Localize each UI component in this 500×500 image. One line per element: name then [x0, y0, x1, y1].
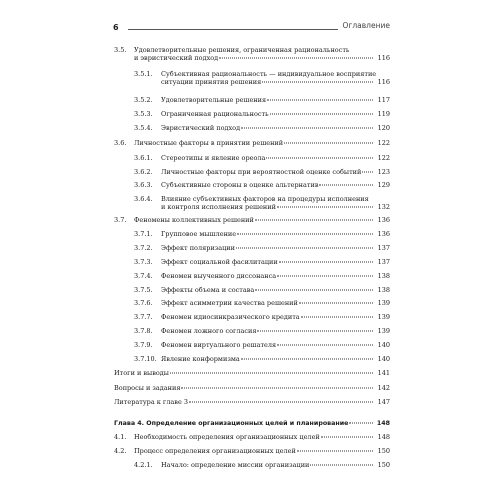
dot-leader	[241, 359, 373, 360]
toc-entry	[114, 140, 390, 148]
dot-leader	[255, 290, 373, 291]
toc-entry-page: 150	[377, 461, 390, 469]
toc-entry	[114, 111, 390, 119]
toc-entry-number: 3.5.3.	[134, 110, 153, 118]
toc-entry-page: 117	[377, 96, 390, 104]
toc-entry-page: 139	[377, 327, 390, 335]
toc-entry-number: 3.5.	[114, 46, 127, 54]
toc-entry-number: 3.7.2.	[134, 244, 153, 252]
toc-entry	[114, 420, 390, 428]
dot-leader	[299, 303, 373, 304]
toc-entry-page: 140	[377, 355, 390, 363]
toc-entry-title: Удовлетворительные решения	[161, 96, 267, 104]
dot-leader	[219, 57, 373, 58]
header-rule	[128, 29, 338, 30]
toc-entry	[114, 370, 390, 378]
toc-entry-number: 3.7.9.	[134, 341, 153, 349]
toc-entry-page: 119	[377, 110, 390, 118]
dot-leader	[310, 465, 373, 466]
toc-entry-title: Феномен ложного согласия	[161, 327, 257, 335]
toc-entry-title: Субъективные стороны в оценке альтернатив	[161, 181, 319, 189]
toc-entry	[114, 245, 390, 253]
dot-leader	[321, 437, 373, 438]
toc-entry	[114, 328, 390, 336]
toc-entry-page: 148	[376, 420, 390, 427]
dot-leader	[241, 128, 373, 129]
toc-entry-page: 147	[377, 398, 390, 406]
toc-entry-number: 3.5.2.	[134, 96, 153, 104]
toc-entry	[114, 231, 390, 239]
dot-leader	[277, 206, 373, 207]
toc-entry-title: Феномен идиосинкразического кредита	[161, 313, 300, 321]
toc-entry-page: 141	[377, 369, 390, 377]
toc-entry-number: 3.5.4.	[134, 124, 153, 132]
toc-entry	[114, 125, 390, 133]
toc-entry-page: 123	[377, 168, 390, 176]
dot-leader	[266, 158, 373, 159]
toc-entry-title: Итоги и выводы	[114, 369, 169, 377]
dot-leader	[284, 143, 373, 144]
toc-entry-number: 3.7.10.	[134, 355, 157, 363]
dot-leader	[319, 185, 373, 186]
toc-entry-title: Необходимость определения организационных целей	[134, 433, 320, 441]
toc-entry-title: Личностные факторы при вероятностной оценке событий	[161, 168, 362, 176]
dot-leader	[277, 345, 373, 346]
toc-entry-page: 136	[377, 230, 390, 238]
toc-entry-number: 3.6.3.	[134, 181, 153, 189]
toc-entry-number: 3.6.1.	[134, 154, 153, 162]
toc-entry-title: Эффекты объема и состава	[161, 286, 255, 294]
dot-leader	[257, 331, 373, 332]
toc-entry	[114, 287, 390, 295]
toc-entry	[114, 71, 390, 86]
toc-entry-page: 142	[377, 384, 390, 392]
toc-entry	[114, 47, 390, 62]
toc-entry-page: 137	[377, 244, 390, 252]
toc-entry-title: Феномены коллективных решений	[134, 216, 254, 224]
toc-entry-page: 122	[377, 154, 390, 162]
toc-entry-title: Феномен выученного диссонанса	[161, 272, 277, 280]
toc-entry	[114, 217, 390, 225]
toc-entry-title: Влияние субъективных факторов на процедуры исполнения	[161, 195, 369, 203]
toc-entry-title: Начало: определение миссии организации	[161, 461, 310, 469]
dot-leader	[270, 114, 373, 115]
toc-entry-number: 3.6.4.	[134, 195, 153, 203]
toc-entry-number: 3.7.8.	[134, 327, 153, 335]
dot-leader	[279, 262, 373, 263]
toc-entry-title: Глава 4. Определение организационных целей и планирование	[114, 420, 349, 427]
toc-entry-number: 4.1.	[114, 433, 127, 441]
toc-entry-title: ситуации принятия решения	[161, 77, 262, 86]
toc-entry	[114, 342, 390, 350]
toc-entry-number: 3.7.5.	[134, 286, 153, 294]
toc-entry	[114, 462, 390, 470]
toc-entry	[114, 399, 390, 407]
toc-entry-number: 3.7.1.	[134, 230, 153, 238]
toc-entry-page: 129	[377, 181, 390, 189]
toc-entry-title: Явление конформизма	[161, 355, 240, 363]
toc-entry-title: Вопросы и задания	[114, 384, 181, 392]
toc-entry-title: Субъективная рациональность — индивидуальное восприятие	[161, 70, 377, 78]
toc-entry-number: 4.2.1.	[134, 461, 153, 469]
toc-entry	[114, 273, 390, 281]
toc-entry-number: 3.7.6.	[134, 299, 153, 307]
toc-entry-title: Эффект социальной фасилитации	[161, 258, 278, 266]
toc-entry	[114, 182, 390, 190]
toc-entry	[114, 356, 390, 364]
toc-entry	[114, 434, 390, 442]
toc-entry-page: 150	[377, 447, 390, 455]
toc-entry-title: и контроля исполнения решений	[161, 202, 276, 211]
dot-leader	[297, 451, 373, 452]
toc-entry-title: Эвристический подход	[161, 124, 241, 132]
toc-entry-page: 120	[377, 124, 390, 132]
toc-entry-title: Личностные факторы в принятии решений	[134, 139, 284, 147]
toc-entry	[114, 259, 390, 267]
toc-entry	[114, 314, 390, 322]
toc-entry-title: Процесс определения организационных целей	[134, 447, 296, 455]
toc-entry	[114, 169, 390, 177]
toc-entry	[114, 300, 390, 308]
toc-entry-page: 140	[377, 341, 390, 349]
toc-entry	[114, 155, 390, 163]
toc-entry-page: 138	[377, 272, 390, 280]
dot-leader	[237, 234, 373, 235]
toc-entry-title: и эвристический подход	[134, 53, 219, 62]
dot-leader	[236, 248, 373, 249]
toc-entry-page: 137	[377, 258, 390, 266]
toc-entry-page: 139	[377, 313, 390, 321]
toc-entry-page: 148	[377, 433, 390, 441]
toc-entry-page: 139	[377, 299, 390, 307]
toc-entry	[114, 196, 390, 211]
dot-leader	[267, 100, 373, 101]
page-number: 6	[113, 23, 119, 32]
toc-entry-title: Групповое мышление	[161, 230, 237, 238]
toc-entry-title: Эффект поляризации	[161, 244, 235, 252]
toc-entry-number: 3.5.1.	[134, 70, 153, 78]
toc-entry-title: Стереотипы и явление ореола	[161, 154, 266, 162]
toc-entry-number: 3.7.4.	[134, 272, 153, 280]
dot-leader	[349, 423, 373, 424]
dot-leader	[189, 402, 373, 403]
toc-entry-number: 3.7.3.	[134, 258, 153, 266]
toc-entry-page: 116	[377, 53, 390, 62]
toc-entry	[114, 385, 390, 393]
toc-entry	[114, 448, 390, 456]
toc-entry-page: 136	[377, 216, 390, 224]
dot-leader	[301, 317, 373, 318]
dot-leader	[181, 388, 373, 389]
toc-entry-number: 3.6.2.	[134, 168, 153, 176]
toc-entry-number: 4.2.	[114, 447, 127, 455]
toc-entry-title: Литература к главе 3	[114, 398, 189, 406]
dot-leader	[170, 373, 373, 374]
toc-entry-page: 116	[377, 77, 390, 86]
toc-entry-number: 3.6.	[114, 139, 127, 147]
toc-entry-number: 3.7.7.	[134, 313, 153, 321]
running-title: Оглавление	[342, 21, 390, 30]
toc-entry-number: 3.7.	[114, 216, 127, 224]
toc-entry	[114, 97, 390, 105]
toc-entry-title: Эффект асимметрии качества решений	[161, 299, 298, 307]
dot-leader	[362, 172, 373, 173]
dot-leader	[255, 220, 373, 221]
toc-entry-title: Феномен виртуального решателя	[161, 341, 277, 349]
toc-entry-page: 122	[377, 139, 390, 147]
toc-entry-title: Ограниченная рациональность	[161, 110, 269, 118]
toc-entry-page: 132	[377, 202, 390, 211]
dot-leader	[277, 276, 373, 277]
toc-entry-title: Удовлетворительные решения, ограниченная рациональность	[134, 46, 350, 54]
dot-leader	[262, 81, 373, 82]
toc-entry-page: 138	[377, 286, 390, 294]
